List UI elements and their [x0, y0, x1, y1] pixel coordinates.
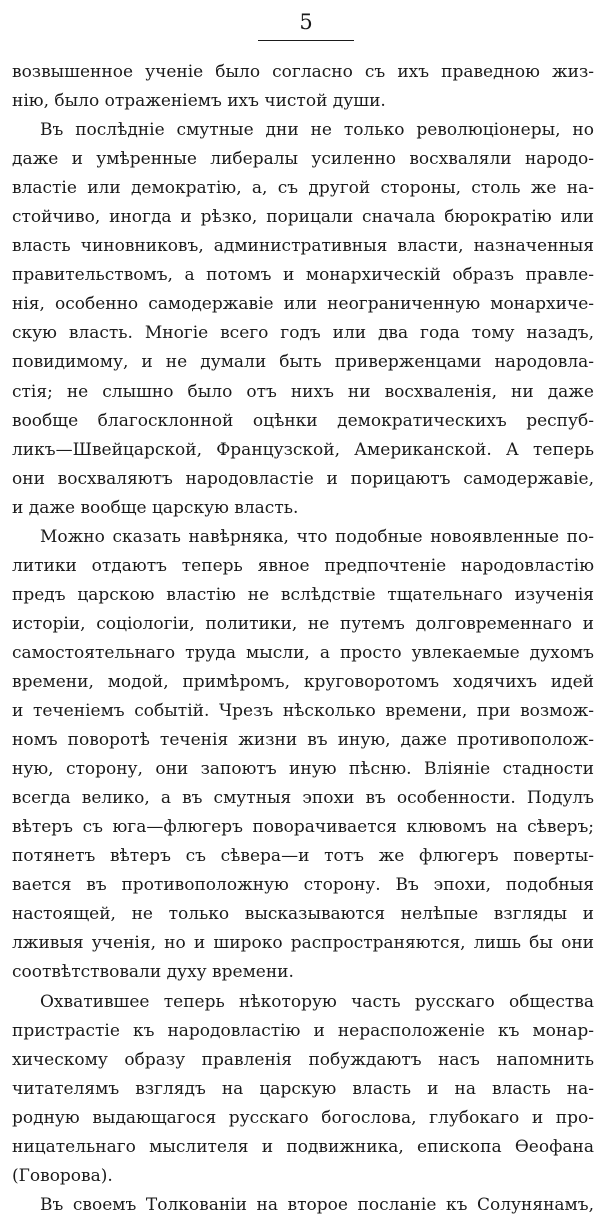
- text-line: всегда велико, а въ смутныя эпохи въ особенности. Подулъ: [12, 788, 594, 809]
- text-line: соотвѣтствовали духу времени.: [12, 962, 294, 983]
- text-line: нія, особенно самодержавіе или неограниченную монархиче-: [12, 294, 594, 315]
- page-number: 5: [299, 10, 313, 34]
- text-line: ную, сторону, они запоютъ иную пѣсню. Вліяніе стадности: [12, 759, 594, 780]
- text-line: властіе или демократію, а, съ другой стороны, столь же на-: [12, 178, 594, 199]
- text-line: даже и умѣренные либералы усиленно восхваляли народо-: [12, 149, 594, 170]
- text-line: литики отдаютъ теперь явное предпочтеніе народовластію: [12, 555, 594, 576]
- text-line: правительствомъ, а потомъ и монархическій образъ правле-: [12, 265, 594, 286]
- text-line: вѣтеръ съ юга—флюгеръ поворачивается клювомъ на сѣверъ;: [12, 817, 594, 838]
- text-line: скую власть. Многіе всего годъ или два года тому назадъ,: [12, 323, 594, 344]
- text-line: предъ царскою властію не вслѣдствіе тщательнаго изученія: [12, 584, 594, 605]
- text-line: повидимому, и не думали быть приверженцами народовла-: [12, 352, 594, 373]
- text-line: власть чиновниковъ, административныя власти, назначенныя: [12, 236, 594, 257]
- text-line: настоящей, не только высказываются нелѣпые взгляды и: [12, 904, 594, 925]
- header-rule: [258, 40, 354, 41]
- text-line: и даже вообще царскую власть.: [12, 497, 299, 518]
- text-line: и теченіемъ событій. Чрезъ нѣсколько времени, при возмож-: [12, 701, 594, 722]
- text-line: стойчиво, иногда и рѣзко, порицали сначала бюрократію или: [12, 207, 594, 228]
- text-line: возвышенное ученіе было согласно съ ихъ праведною жиз-: [12, 62, 594, 82]
- text-line: ницательнаго мыслителя и подвижника, епископа Ѳеофана: [12, 1136, 594, 1157]
- text-line: они восхваляютъ народовластіе и порицаютъ самодержавіе,: [12, 468, 594, 489]
- text-line: лживыя ученія, но и широко распространяются, лишь бы они: [12, 933, 594, 954]
- text-line: пристрастіе къ народовластію и нерасположеніе къ монар-: [12, 1020, 594, 1041]
- text-line: вается въ противоположную сторону. Въ эпохи, подобныя: [12, 875, 594, 896]
- body-text: [12, 58, 594, 1217]
- text-line: Въ послѣдніе смутные дни не только революціонеры, но: [40, 120, 594, 141]
- text-line: ликъ—Швейцарской, Французской, Американской. А теперь: [12, 439, 594, 460]
- text-line: нію, было отраженіемъ ихъ чистой души.: [12, 91, 386, 112]
- text-line: вообще благосклонной оцѣнки демократическихъ респуб-: [12, 410, 594, 431]
- text-line: родную выдающагося русскаго богослова, глубокаго и про-: [12, 1107, 594, 1128]
- text-line: (Говорова).: [12, 1165, 113, 1186]
- text-line: номъ поворотѣ теченія жизни въ иную, даже противополож-: [12, 730, 594, 751]
- text-line: исторіи, соціологіи, политики, не путемъ долговременнаго и: [12, 613, 594, 634]
- text-line: Охватившее теперь нѣкоторую часть русскаго общества: [40, 991, 594, 1012]
- text-line: хическому образу правленія побуждаютъ насъ напомнить: [12, 1049, 594, 1070]
- text-line: времени, модой, примѣромъ, круговоротомъ ходячихъ идей: [12, 671, 594, 692]
- text-line: Можно сказать навѣрняка, что подобные новоявленные по-: [40, 526, 594, 547]
- text-line: потянетъ вѣтеръ съ сѣвера—и тотъ же флюгеръ поверты-: [12, 846, 594, 867]
- text-line: стія; не слышно было отъ нихъ ни восхваленія, ни даже: [12, 381, 594, 402]
- text-line: самостоятельнаго труда мысли, а просто увлекаемые духомъ: [12, 642, 594, 663]
- text-line: читателямъ взглядъ на царскую власть и на власть на-: [12, 1078, 594, 1099]
- text-line: Въ своемъ Толкованіи на второе посланіе къ Солунянамъ,: [40, 1194, 594, 1215]
